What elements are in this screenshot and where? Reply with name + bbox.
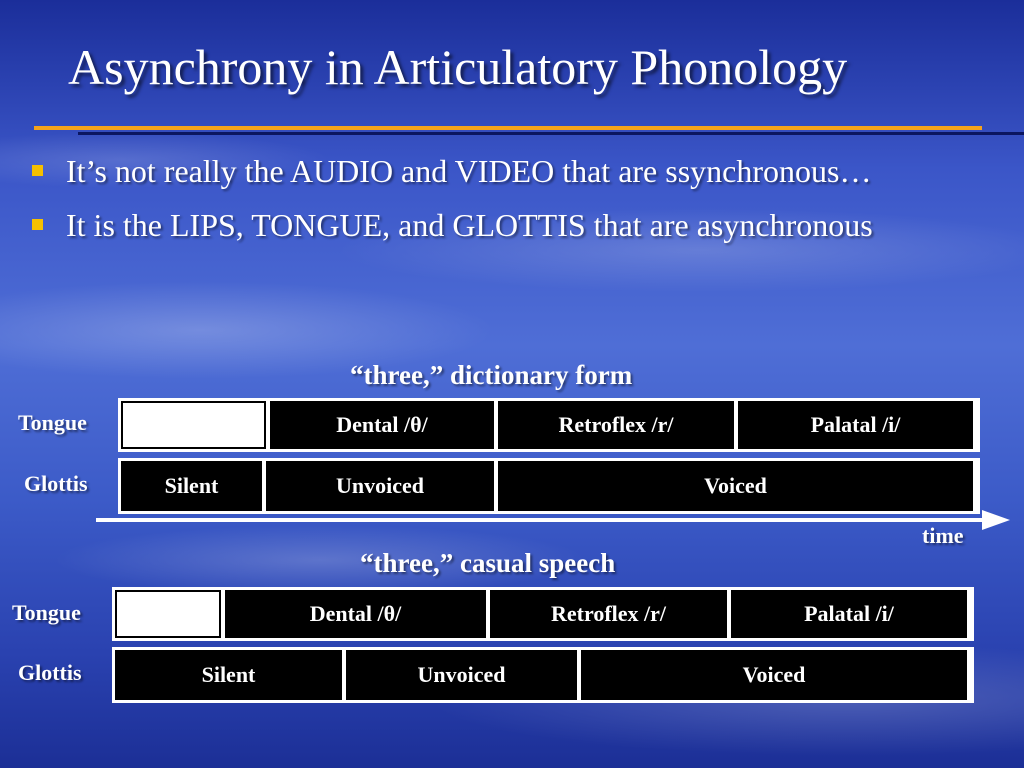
glottis-segment-voiced: Voiced xyxy=(498,461,973,511)
glottis-segment-silent: Silent xyxy=(121,461,262,511)
tongue-segment-palatal: Palatal /i/ xyxy=(738,401,973,449)
glottis-segment-unvoiced: Unvoiced xyxy=(266,461,494,511)
glottis-segment-voiced: Voiced xyxy=(581,650,967,700)
square-bullet-icon xyxy=(32,165,43,176)
tongue-segment-palatal: Palatal /i/ xyxy=(731,590,967,638)
tongue-segment-retroflex: Retroflex /r/ xyxy=(490,590,727,638)
slide-title: Asynchrony in Articulatory Phonology xyxy=(68,39,848,95)
time-axis-label: time xyxy=(922,523,964,548)
title-underline-navy xyxy=(78,132,1024,135)
title-underline-gold xyxy=(34,126,982,130)
dictionary-tongue-track xyxy=(118,398,980,452)
glottis-segment-silent: Silent xyxy=(115,650,342,700)
bullet-text: It is the LIPS, TONGUE, and GLOTTIS that are asynchronous xyxy=(66,207,873,243)
bullet-item xyxy=(28,202,988,248)
dictionary-tongue-label: Tongue xyxy=(18,410,87,435)
bullet-text: It’s not really the AUDIO and VIDEO that are ssynchronous… xyxy=(66,153,872,189)
time-arrow-icon xyxy=(96,509,1010,531)
tongue-segment-empty xyxy=(115,590,221,638)
glottis-segment-unvoiced: Unvoiced xyxy=(346,650,577,700)
casual-glottis-label: Glottis xyxy=(18,660,82,685)
dictionary-caption: “three,” dictionary form xyxy=(350,360,633,390)
casual-tongue-track xyxy=(112,587,974,641)
dictionary-glottis-label: Glottis xyxy=(24,471,88,496)
tongue-segment-retroflex: Retroflex /r/ xyxy=(498,401,734,449)
tongue-segment-dental: Dental /θ/ xyxy=(225,590,486,638)
casual-glottis-track xyxy=(112,647,974,703)
square-bullet-icon xyxy=(32,219,43,230)
tongue-segment-empty xyxy=(121,401,266,449)
casual-caption: “three,” casual speech xyxy=(360,548,616,578)
dictionary-glottis-track xyxy=(118,458,980,514)
bullet-list xyxy=(28,148,988,256)
casual-tongue-label: Tongue xyxy=(12,600,81,625)
tongue-segment-dental: Dental /θ/ xyxy=(270,401,494,449)
bullet-item xyxy=(28,148,988,194)
